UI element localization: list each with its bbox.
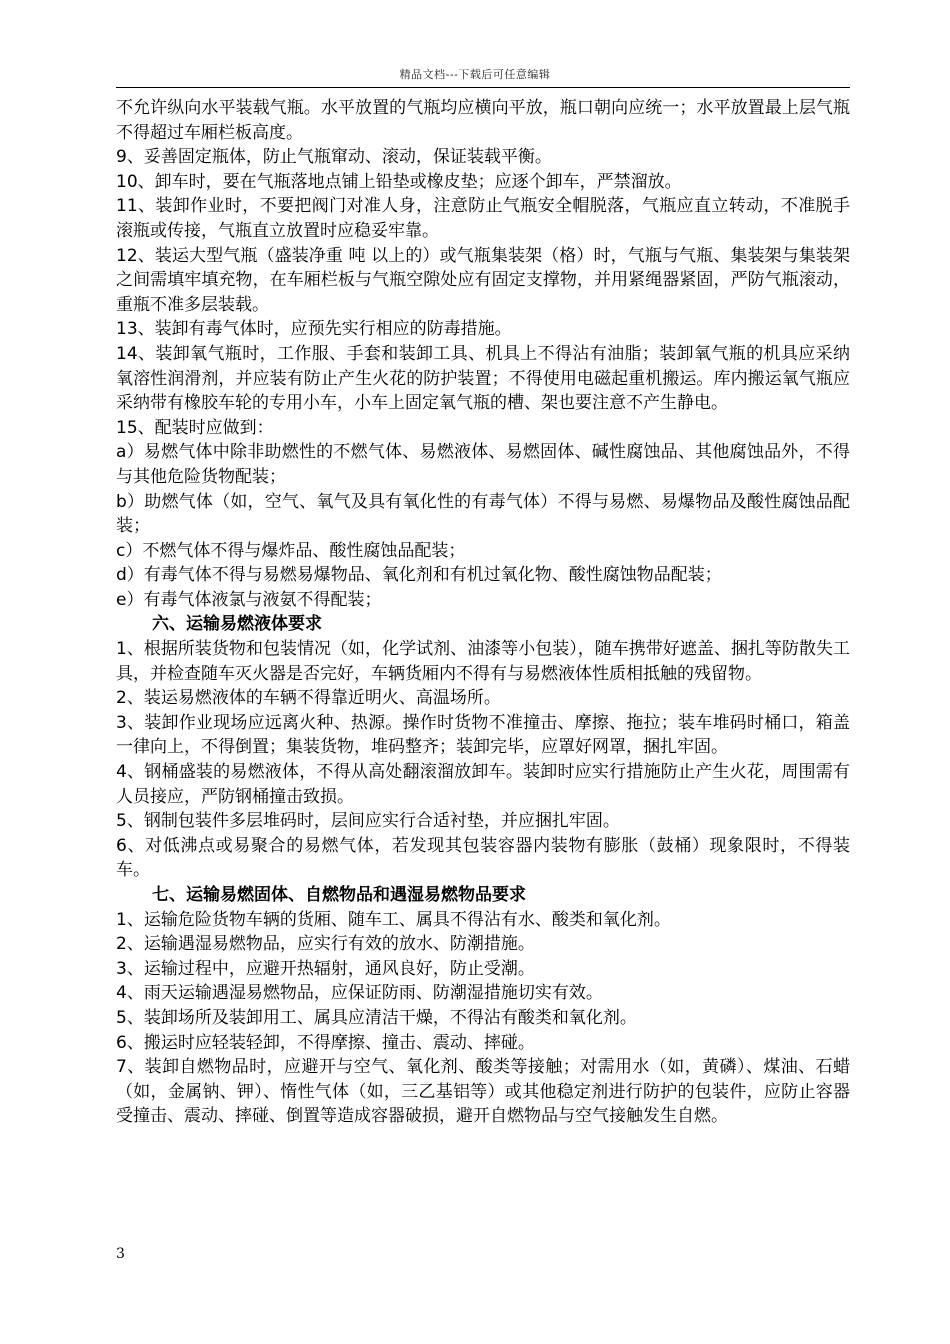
paragraph: 3、装卸作业现场应远离火种、热源。操作时货物不准撞击、摩擦、拖拉；装车堆码时桶口，箱盖一律向上，不得倒置；集装货物，堆码整齐；装卸完毕，应罩好网罩，捆扎牢固。 bbox=[116, 712, 850, 758]
page-number: 3 bbox=[116, 1246, 125, 1262]
paragraph: 1、运输危险货物车辆的货厢、随车工、属具不得沾有水、酸类和氧化剂。 bbox=[116, 909, 671, 930]
paragraph: 11、装卸作业时，不要把阀门对准人身，注意防止气瓶安全帽脱落，气瓶应直立转动，不准脱手滚瓶或传接，气瓶直立放置时应稳妥牢靠。 bbox=[116, 196, 850, 241]
paragraph: 4、钢桶盛装的易燃液体，不得从高处翻滚溜放卸车。装卸时应实行措施防止产生火花，周围需有人员接应，严防钢桶撞击致损。 bbox=[116, 762, 850, 807]
paragraph: 4、雨天运输遇湿易燃物品，应保证防雨、防潮湿措施切实有效。 bbox=[116, 983, 603, 1004]
paragraph: a）易燃气体中除非助燃性的不燃气体、易燃液体、易燃固体、碱性腐蚀品、其他腐蚀品外，不得与其他危险货物配装； bbox=[116, 442, 850, 487]
section-heading: 六、运输易燃液体要求 bbox=[152, 614, 322, 635]
paragraph: 15、配装时应做到： bbox=[116, 417, 274, 438]
paragraph: 7、装卸自燃物品时，应避开与空气、氧化剂、酸类等接触；对需用水（如，黄磷）、煤油、石蜡（如，金属钠、钾）、惰性气体（如，三乙基铝等）或其他稳定剂进行防护的包装件，应防止容器受撞击、震动、摔碰、倒置等造成容器破损，避开自燃物品与空气接触发生自燃。 bbox=[116, 1057, 850, 1127]
paragraph: 1、根据所装货物和包装情况（如，化学试剂、油漆等小包装），随车携带好遮盖、捆扎等防散失工具，并检查随车灭火器是否完好，车辆货厢内不得有与易燃液体性质相抵触的残留物。 bbox=[116, 639, 850, 684]
paragraph: e）有毒气体液氯与液氨不得配装； bbox=[116, 589, 382, 610]
paragraph: 12、装运大型气瓶（盛装净重 吨 以上的）或气瓶集装架（格）时，气瓶与气瓶、集装架与集装架之间需填牢填充物，在车厢栏板与气瓶空隙处应有固定支撑物，并用紧绳器紧固，严防气瓶滚动，重瓶不准多层装载。 bbox=[116, 245, 850, 315]
page-header: 精品文档---下载后可任意编辑 bbox=[399, 68, 551, 81]
paragraph: 3、运输过程中，应避开热辐射，通风良好，防止受潮。 bbox=[116, 958, 535, 979]
paragraph: 不允许纵向水平装载气瓶。水平放置的气瓶均应横向平放，瓶口朝向应统一；水平放置最上层气瓶不得超过车厢栏板高度。 bbox=[116, 98, 850, 143]
paragraph: b）助燃气体（如，空气、氧气及具有氧化性的有毒气体）不得与易燃、易爆物品及酸性腐蚀品配装； bbox=[116, 491, 850, 537]
paragraph: 6、搬运时应轻装轻卸，不得摩擦、撞击、震动、摔碰。 bbox=[116, 1032, 535, 1053]
paragraph: 2、装运易燃液体的车辆不得靠近明火、高温场所。 bbox=[116, 688, 501, 709]
paragraph: 5、钢制包装件多层堆码时，层间应实行合适衬垫，并应捆扎牢固。 bbox=[116, 811, 620, 832]
paragraph: c）不燃气体不得与爆炸品、酸性腐蚀品配装； bbox=[116, 540, 466, 561]
paragraph: 14、装卸氧气瓶时，工作服、手套和装卸工具、机具上不得沾有油脂；装卸氧气瓶的机具应采纳氧溶性润滑剂，并应装有防止产生火花的防护装置；不得使用电磁起重机搬运。库内搬运氧气瓶应采纳带有橡胶车轮的专用小车，小车上固定氧气瓶的槽、架也要注意不产生静电。 bbox=[116, 343, 850, 414]
paragraph: 10、卸车时，要在气瓶落地点铺上铅垫或橡皮垫；应逐个卸车，严禁溜放。 bbox=[116, 171, 682, 192]
paragraph: 2、运输遇湿易燃物品，应实行有效的放水、防潮措施。 bbox=[116, 934, 535, 955]
section-heading: 七、运输易燃固体、自燃物品和遇湿易燃物品要求 bbox=[152, 885, 526, 905]
paragraph: 6、对低沸点或易聚合的易燃气体，若发现其包装容器内装物有膨胀（鼓桶）现象限时，不得装车。 bbox=[116, 835, 850, 881]
paragraph: d）有毒气体不得与易燃易爆物品、氧化剂和有机过氧化物、酸性腐蚀物品配装； bbox=[116, 565, 722, 586]
paragraph: 13、装卸有毒气体时，应预先实行相应的防毒措施。 bbox=[116, 319, 512, 340]
document-body bbox=[116, 96, 850, 1129]
header-divider bbox=[116, 87, 850, 88]
paragraph: 5、装卸场所及装卸用工、属具应清洁干燥，不得沾有酸类和氧化剂。 bbox=[116, 1007, 637, 1028]
paragraph: 9、妥善固定瓶体，防止气瓶窜动、滚动，保证装载平衡。 bbox=[116, 147, 552, 168]
